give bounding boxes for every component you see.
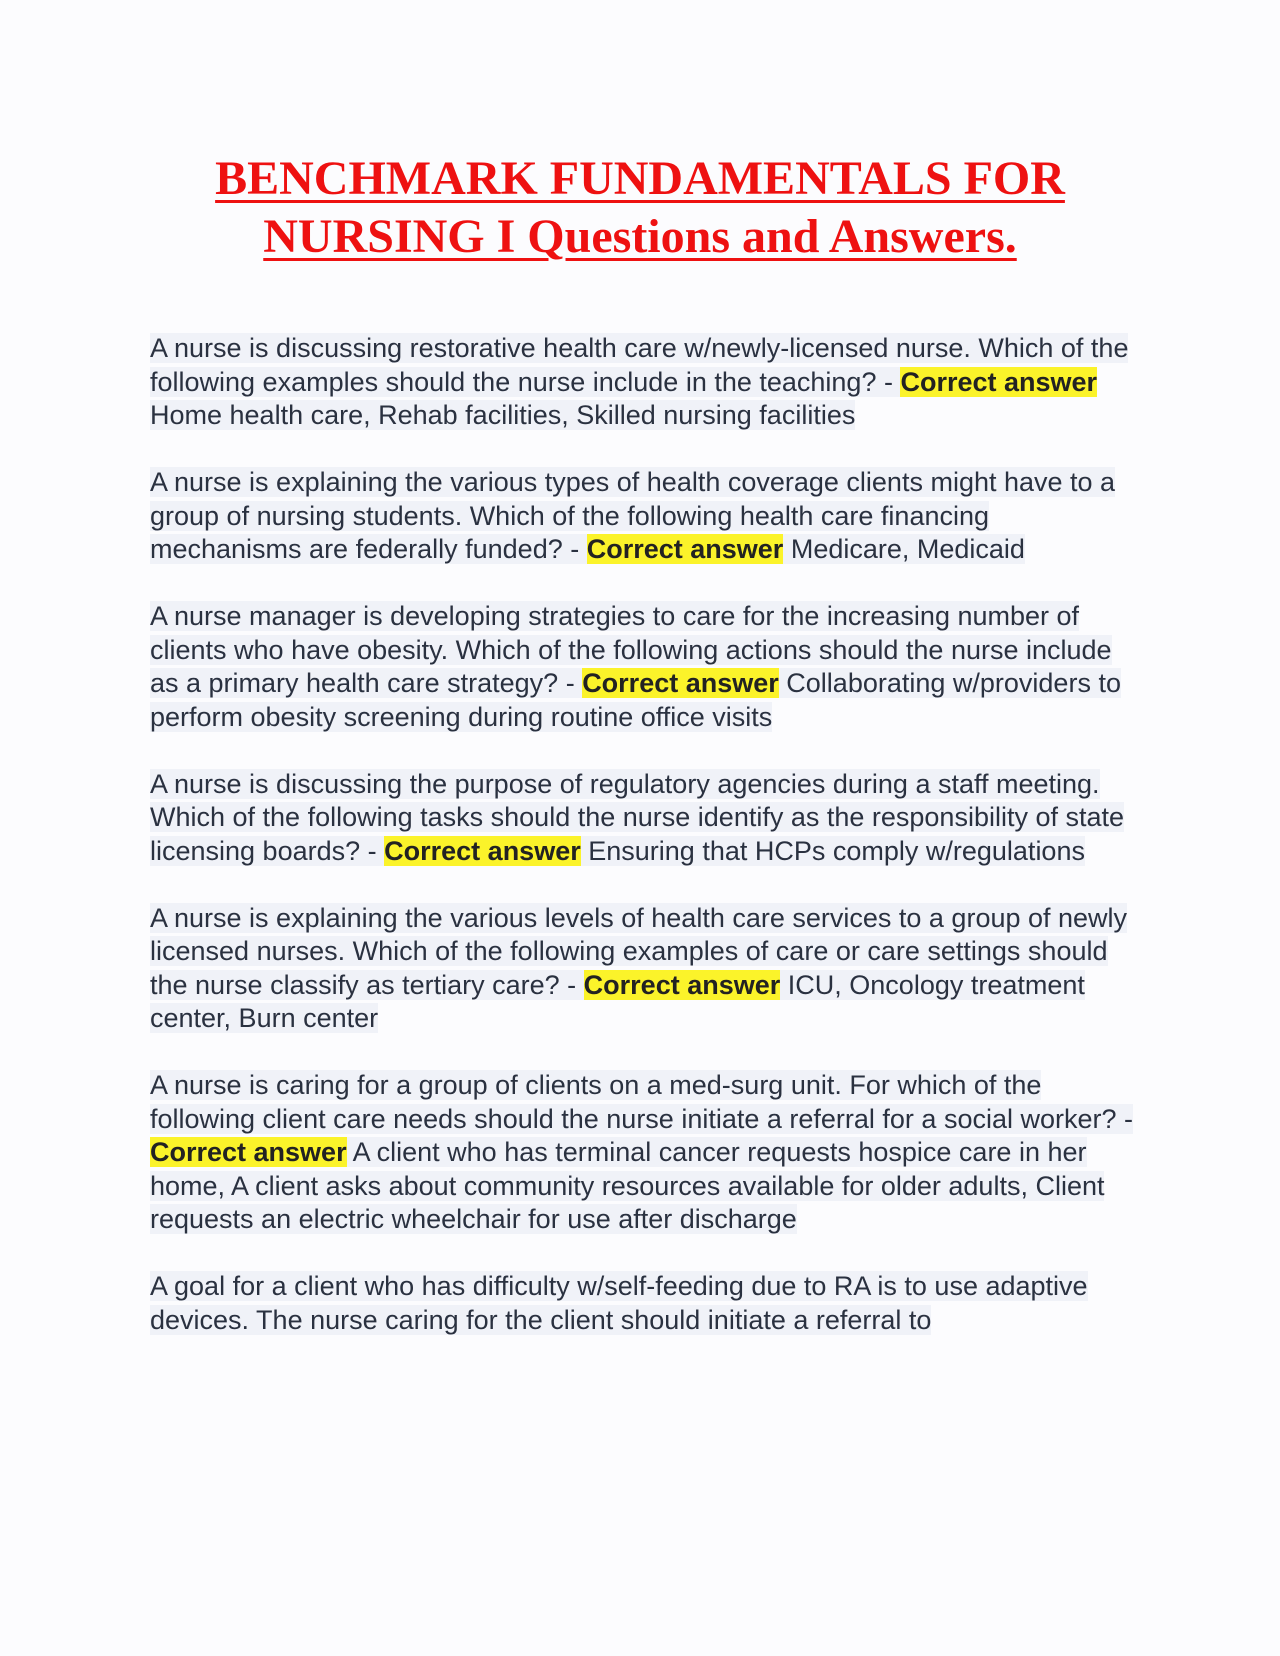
- answer-text: A client who has terminal cancer requests hospice care in her home, A client asks about community resources available for older adults, Client requests an electric wheelchair for use after discharge: [150, 1137, 1105, 1234]
- question-text: A nurse is caring for a group of clients on a med-surg unit. For which of the following client care needs should the nurse initiate a referral for a social worker? -: [150, 1070, 1133, 1134]
- qa-list: [150, 332, 1140, 1371]
- question-text: A nurse is discussing the purpose of regulatory agencies during a staff meeting. Which of the following tasks should the nurse identify as the responsibility of state licensing boards? -: [150, 768, 1125, 866]
- title-line-1: BENCHMARK FUNDAMENTALS FOR: [215, 152, 1065, 205]
- answer-text: Home health care, Rehab facilities, Skilled nursing facilities: [150, 400, 856, 430]
- correct-answer-label: Correct answer: [150, 1137, 347, 1167]
- document-title: [100, 150, 1180, 266]
- answer-text: Collaborating w/providers to perform obesity screening during routine office visits: [150, 668, 1121, 732]
- qa-item-5: [150, 902, 1140, 1036]
- qa-item-6: [150, 1069, 1140, 1237]
- answer-text: ICU, Oncology treatment center, Burn center: [150, 969, 1085, 1033]
- question-text: A goal for a client who has difficulty w/self-feeding due to RA is to use adaptive devices. The nurse caring for the client should initiate a referral to: [150, 1271, 1088, 1335]
- qa-item-7: [150, 1270, 1140, 1337]
- qa-item-3: [150, 600, 1140, 734]
- correct-answer-label: Correct answer: [583, 969, 781, 1000]
- correct-answer-label: Correct answer: [582, 668, 779, 698]
- qa-item-2: [150, 466, 1140, 567]
- question-text: A nurse is explaining the various levels of health care services to a group of newly licensed nurses. Which of the following examples of care or care settings should the nurse classify as tertiary care? -: [150, 902, 1128, 1000]
- correct-answer-label: Correct answer: [586, 534, 784, 564]
- title-line-2: NURSING I Questions and Answers.: [263, 210, 1017, 263]
- answer-text: Medicare, Medicaid: [783, 534, 1025, 564]
- correct-answer-label: Correct answer: [384, 835, 581, 866]
- question-text: A nurse manager is developing strategies to care for the increasing number of clients who have obesity. Which of the following actions should the nurse include as a primary health care strategy? -: [150, 601, 1112, 698]
- qa-item-1: [150, 332, 1140, 433]
- correct-answer-label: Correct answer: [900, 366, 1098, 397]
- answer-text: Ensuring that HCPs comply w/regulations: [581, 836, 1085, 866]
- question-text: A nurse is explaining the various types of health coverage clients might have to a group of nursing students. Which of the following health care financing mechanisms are federally funded? -: [150, 467, 1116, 564]
- question-text: A nurse is discussing restorative health care w/newly-licensed nurse. Which of the following examples should the nurse include in the teaching? -: [150, 333, 1129, 397]
- qa-item-4: [150, 768, 1140, 869]
